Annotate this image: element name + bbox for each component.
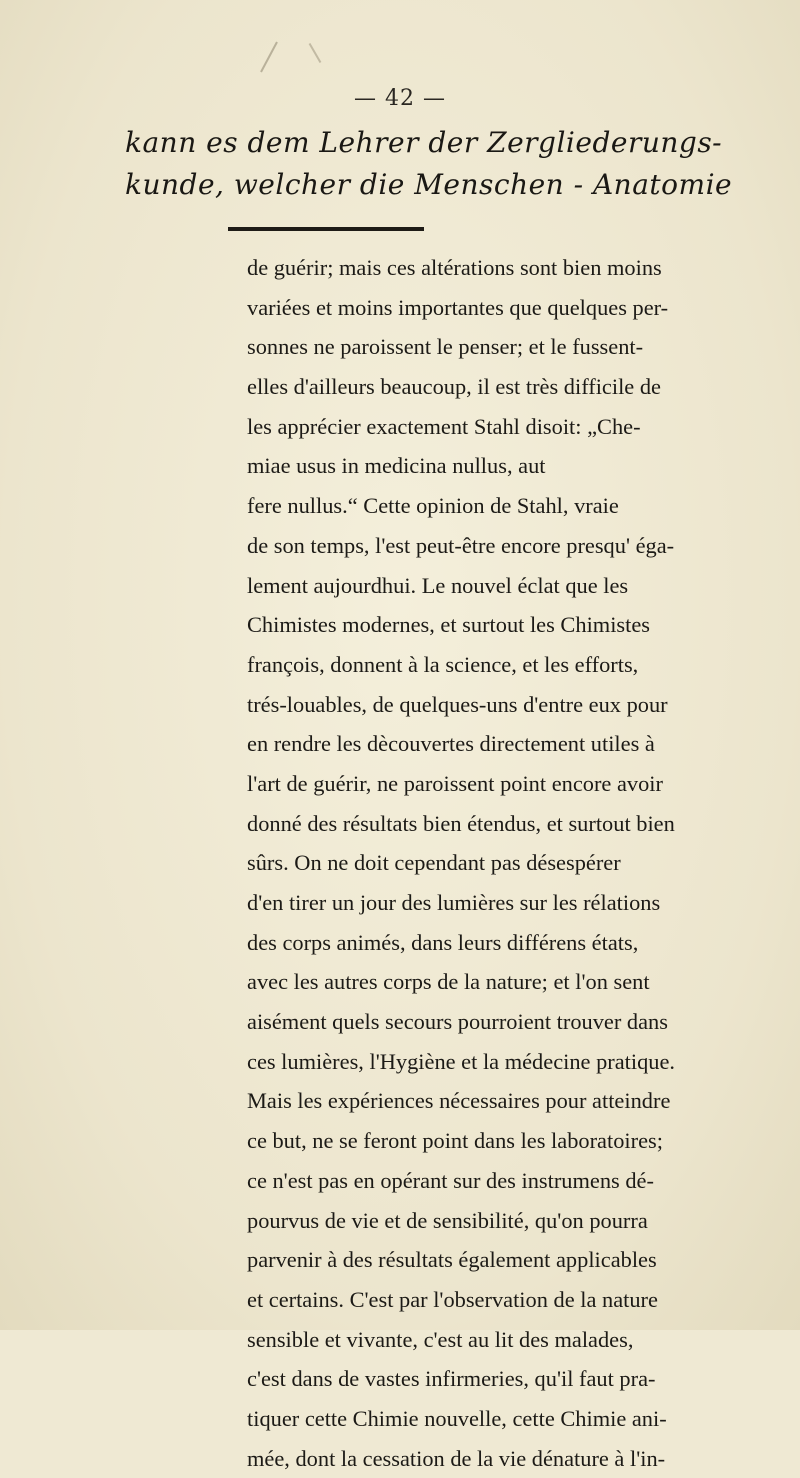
text-line: sensible et vivante, c'est au lit des malades,	[247, 1326, 634, 1352]
text-line: de son temps, l'est peut-être encore presqu' éga-	[247, 532, 675, 558]
text-line: pourvus de vie et de sensibilité, qu'on pourra	[247, 1207, 648, 1233]
text-line: elles d'ailleurs beaucoup, il est très difficile de	[247, 374, 661, 400]
text-line: lement aujourdhui. Le nouvel éclat que les	[247, 572, 629, 598]
text-line: des corps animés, dans leurs différens états,	[247, 929, 639, 955]
text-line: aisément quels secours pourroient trouver dans	[247, 1009, 668, 1035]
text-line: avec les autres corps de la nature; et l'on sent	[247, 969, 650, 995]
text-line: les apprécier exactement Stahl disoit: „Che-	[247, 413, 641, 439]
text-line: miae usus in medicina nullus, aut	[247, 453, 546, 479]
text-line: fere nullus.“ Cette opinion de Stahl, vraie	[247, 493, 619, 519]
text-line: Mais les expériences nécessaires pour atteindre	[247, 1088, 671, 1114]
text-line: parvenir à des résultats également applicables	[247, 1247, 657, 1273]
text-line: sûrs. On ne doit cependant pas désespérer	[247, 850, 621, 876]
text-line: mée, dont la cessation de la vie dénature à l'in-	[247, 1445, 666, 1471]
text-line: l'art de guérir, ne paroissent point encore avoir	[247, 770, 663, 796]
header-text-line-2: kunde, welcher die Menschen - Anatomie	[125, 168, 733, 201]
text-line: françois, donnent à la science, et les efforts,	[247, 651, 639, 677]
paper-mark-top	[260, 42, 278, 73]
text-line: ce n'est pas en opérant sur des instrumens dé-	[247, 1167, 654, 1193]
text-line: Chimistes modernes, et surtout les Chimistes	[247, 612, 651, 638]
text-line: c'est dans de vastes infirmeries, qu'il faut pra-	[247, 1366, 656, 1392]
text-line: variées et moins importantes que quelques per-	[247, 294, 669, 320]
text-line: tiquer cette Chimie nouvelle, cette Chimie ani-	[247, 1405, 667, 1431]
page-number: — 42 —	[354, 86, 446, 111]
text-line: en rendre les dècouvertes directement utiles à	[247, 731, 655, 757]
text-line: sonnes ne paroissent le penser; et le fussent-	[247, 334, 644, 360]
text-line: de guérir; mais ces altérations sont bien moins	[247, 255, 662, 280]
text-line: ces lumières, l'Hygiène et la médecine pratique.	[247, 1048, 676, 1074]
text-line: et certains. C'est par l'observation de la nature	[247, 1286, 658, 1312]
body-text	[247, 248, 787, 1478]
text-line: trés-louables, de quelques-uns d'entre eux pour	[247, 691, 668, 717]
header-text-line-1: kann es dem Lehrer der Zergliederungs-	[125, 126, 723, 159]
text-line: ce but, ne se feront point dans les laboratoires;	[247, 1128, 663, 1154]
section-divider	[228, 227, 424, 231]
paper-mark-top-right	[309, 43, 322, 63]
text-line: d'en tirer un jour des lumières sur les rélations	[247, 890, 661, 915]
text-line: donné des résultats bien étendus, et surtout bien	[247, 810, 675, 836]
